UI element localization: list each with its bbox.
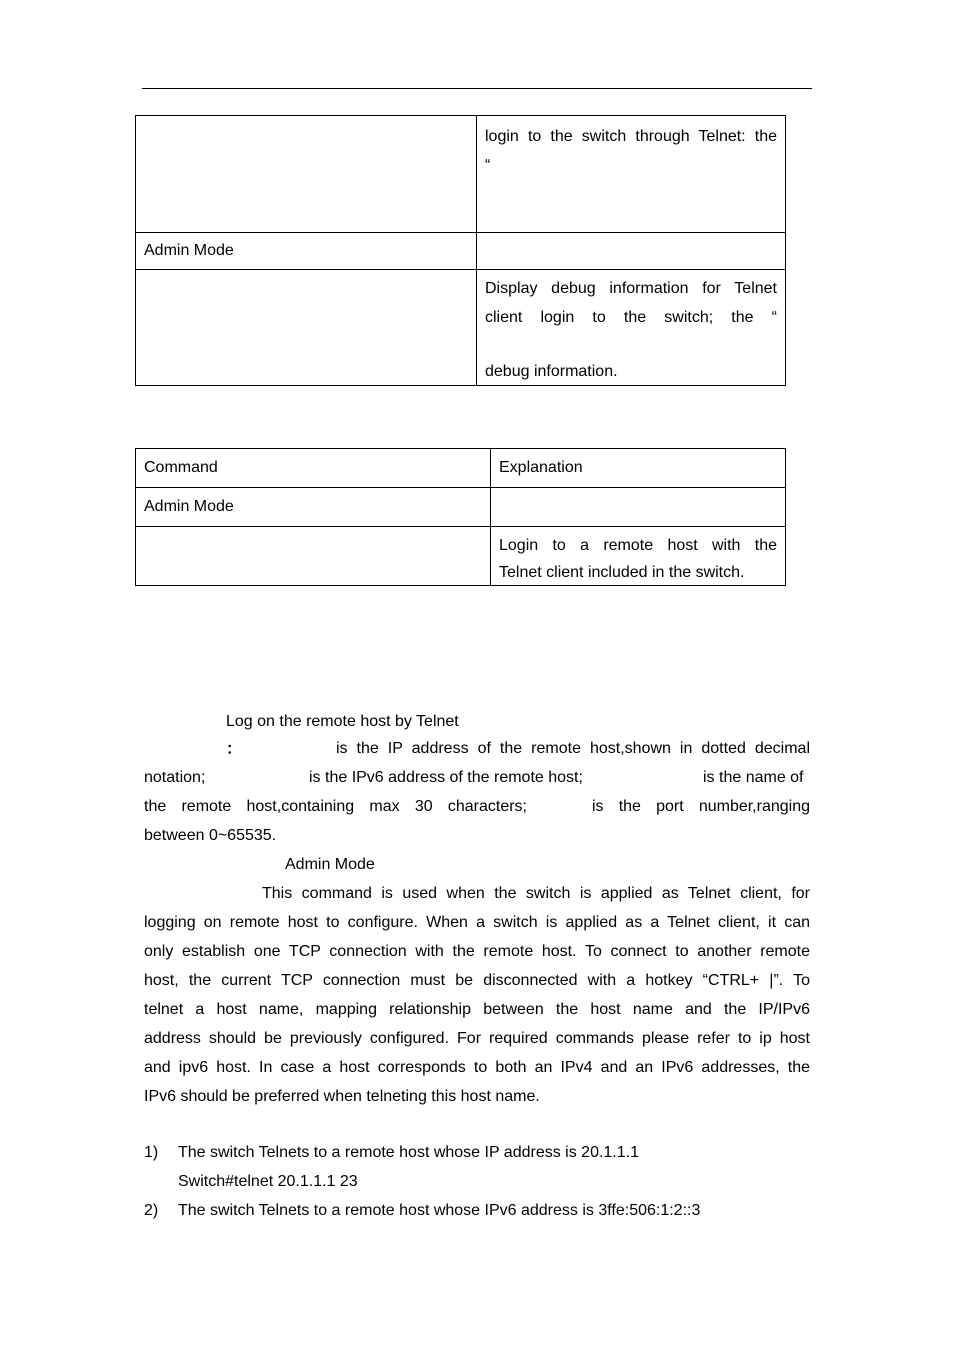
- parameter-text-fragment: notation;: [144, 769, 206, 786]
- cell-text-line: “: [485, 157, 491, 174]
- table-header-row: [136, 449, 786, 488]
- usage-line: telnet a host name, mapping relationship between the host name and the IP/IPv6: [144, 1001, 810, 1018]
- header-rule: [142, 88, 812, 89]
- command-mode: Admin Mode: [285, 856, 375, 873]
- table-cell-mode: Admin Mode: [136, 233, 477, 270]
- column-header-explanation: Explanation: [491, 449, 786, 488]
- table-cell-empty: [477, 233, 786, 270]
- table-row: [136, 488, 786, 527]
- table-cell-command: [136, 270, 477, 386]
- parameter-text-line: between 0~65535.: [144, 827, 277, 844]
- parameter-text-line: the remote host,containing max 30 characters;: [144, 798, 527, 815]
- example-number: 1): [144, 1144, 159, 1161]
- table-cell-command: [136, 527, 491, 586]
- example-number: 2): [144, 1202, 159, 1219]
- table-cell-empty: [491, 488, 786, 527]
- cell-text-line: Telnet client included in the switch.: [499, 564, 745, 581]
- column-header-command: Command: [136, 449, 491, 488]
- usage-line: host, the current TCP connection must be disconnected with a hotkey “CTRL+ |”. To: [144, 972, 810, 989]
- table-row: [136, 270, 786, 386]
- table-cell-explanation: [477, 116, 786, 233]
- usage-line: and ipv6 host. In case a host corresponds to both an IPv4 and an IPv6 addresses, the: [144, 1059, 810, 1076]
- parameter-text-fragment: is the IPv6 address of the remote host;: [309, 769, 583, 786]
- table-cell-command: [136, 116, 477, 233]
- parameter-text-line: is the IP address of the remote host,shown in dotted decimal: [336, 740, 810, 757]
- usage-line: address should be previously configured. For required commands please refer to ip host: [144, 1030, 810, 1047]
- example-code: Switch#telnet 20.1.1.1 23: [178, 1173, 358, 1190]
- usage-line: This command is used when the switch is applied as Telnet client, for: [262, 885, 810, 902]
- usage-line: logging on remote host to configure. When a switch is applied as a Telnet client, it can: [144, 914, 810, 931]
- cell-text-line: [485, 332, 777, 361]
- table-row: [136, 116, 786, 233]
- table-cell-explanation: [491, 527, 786, 586]
- parameter-text-fragment: is the name of: [703, 769, 804, 786]
- cell-text-line: Display debug information for Telnet: [485, 280, 777, 297]
- command-table-debug: [135, 115, 786, 386]
- parameter-colon: ：: [226, 741, 243, 758]
- cell-text-line: login to the switch through Telnet: the: [485, 128, 777, 145]
- table-cell-explanation: [477, 270, 786, 386]
- usage-line: only establish one TCP connection with the remote host. To connect to another remote: [144, 943, 810, 960]
- command-table-telnet: [135, 448, 786, 586]
- cell-text-line: Login to a remote host with the: [499, 537, 777, 554]
- example-text: The switch Telnets to a remote host whose IP address is 20.1.1.1: [178, 1144, 639, 1161]
- table-row: [136, 527, 786, 586]
- cell-text-line: client login to the switch; the “: [485, 309, 777, 326]
- function-description: Log on the remote host by Telnet: [226, 713, 459, 730]
- usage-line: IPv6 should be preferred when telneting this host name.: [144, 1088, 540, 1105]
- parameter-text-line: is the port number,ranging: [592, 798, 810, 815]
- example-text: The switch Telnets to a remote host whose IPv6 address is 3ffe:506:1:2::3: [178, 1202, 701, 1219]
- cell-text-line: debug information.: [485, 363, 618, 380]
- usage-guide: [144, 879, 810, 1111]
- table-cell-mode: Admin Mode: [136, 488, 491, 527]
- table-row: [136, 233, 786, 270]
